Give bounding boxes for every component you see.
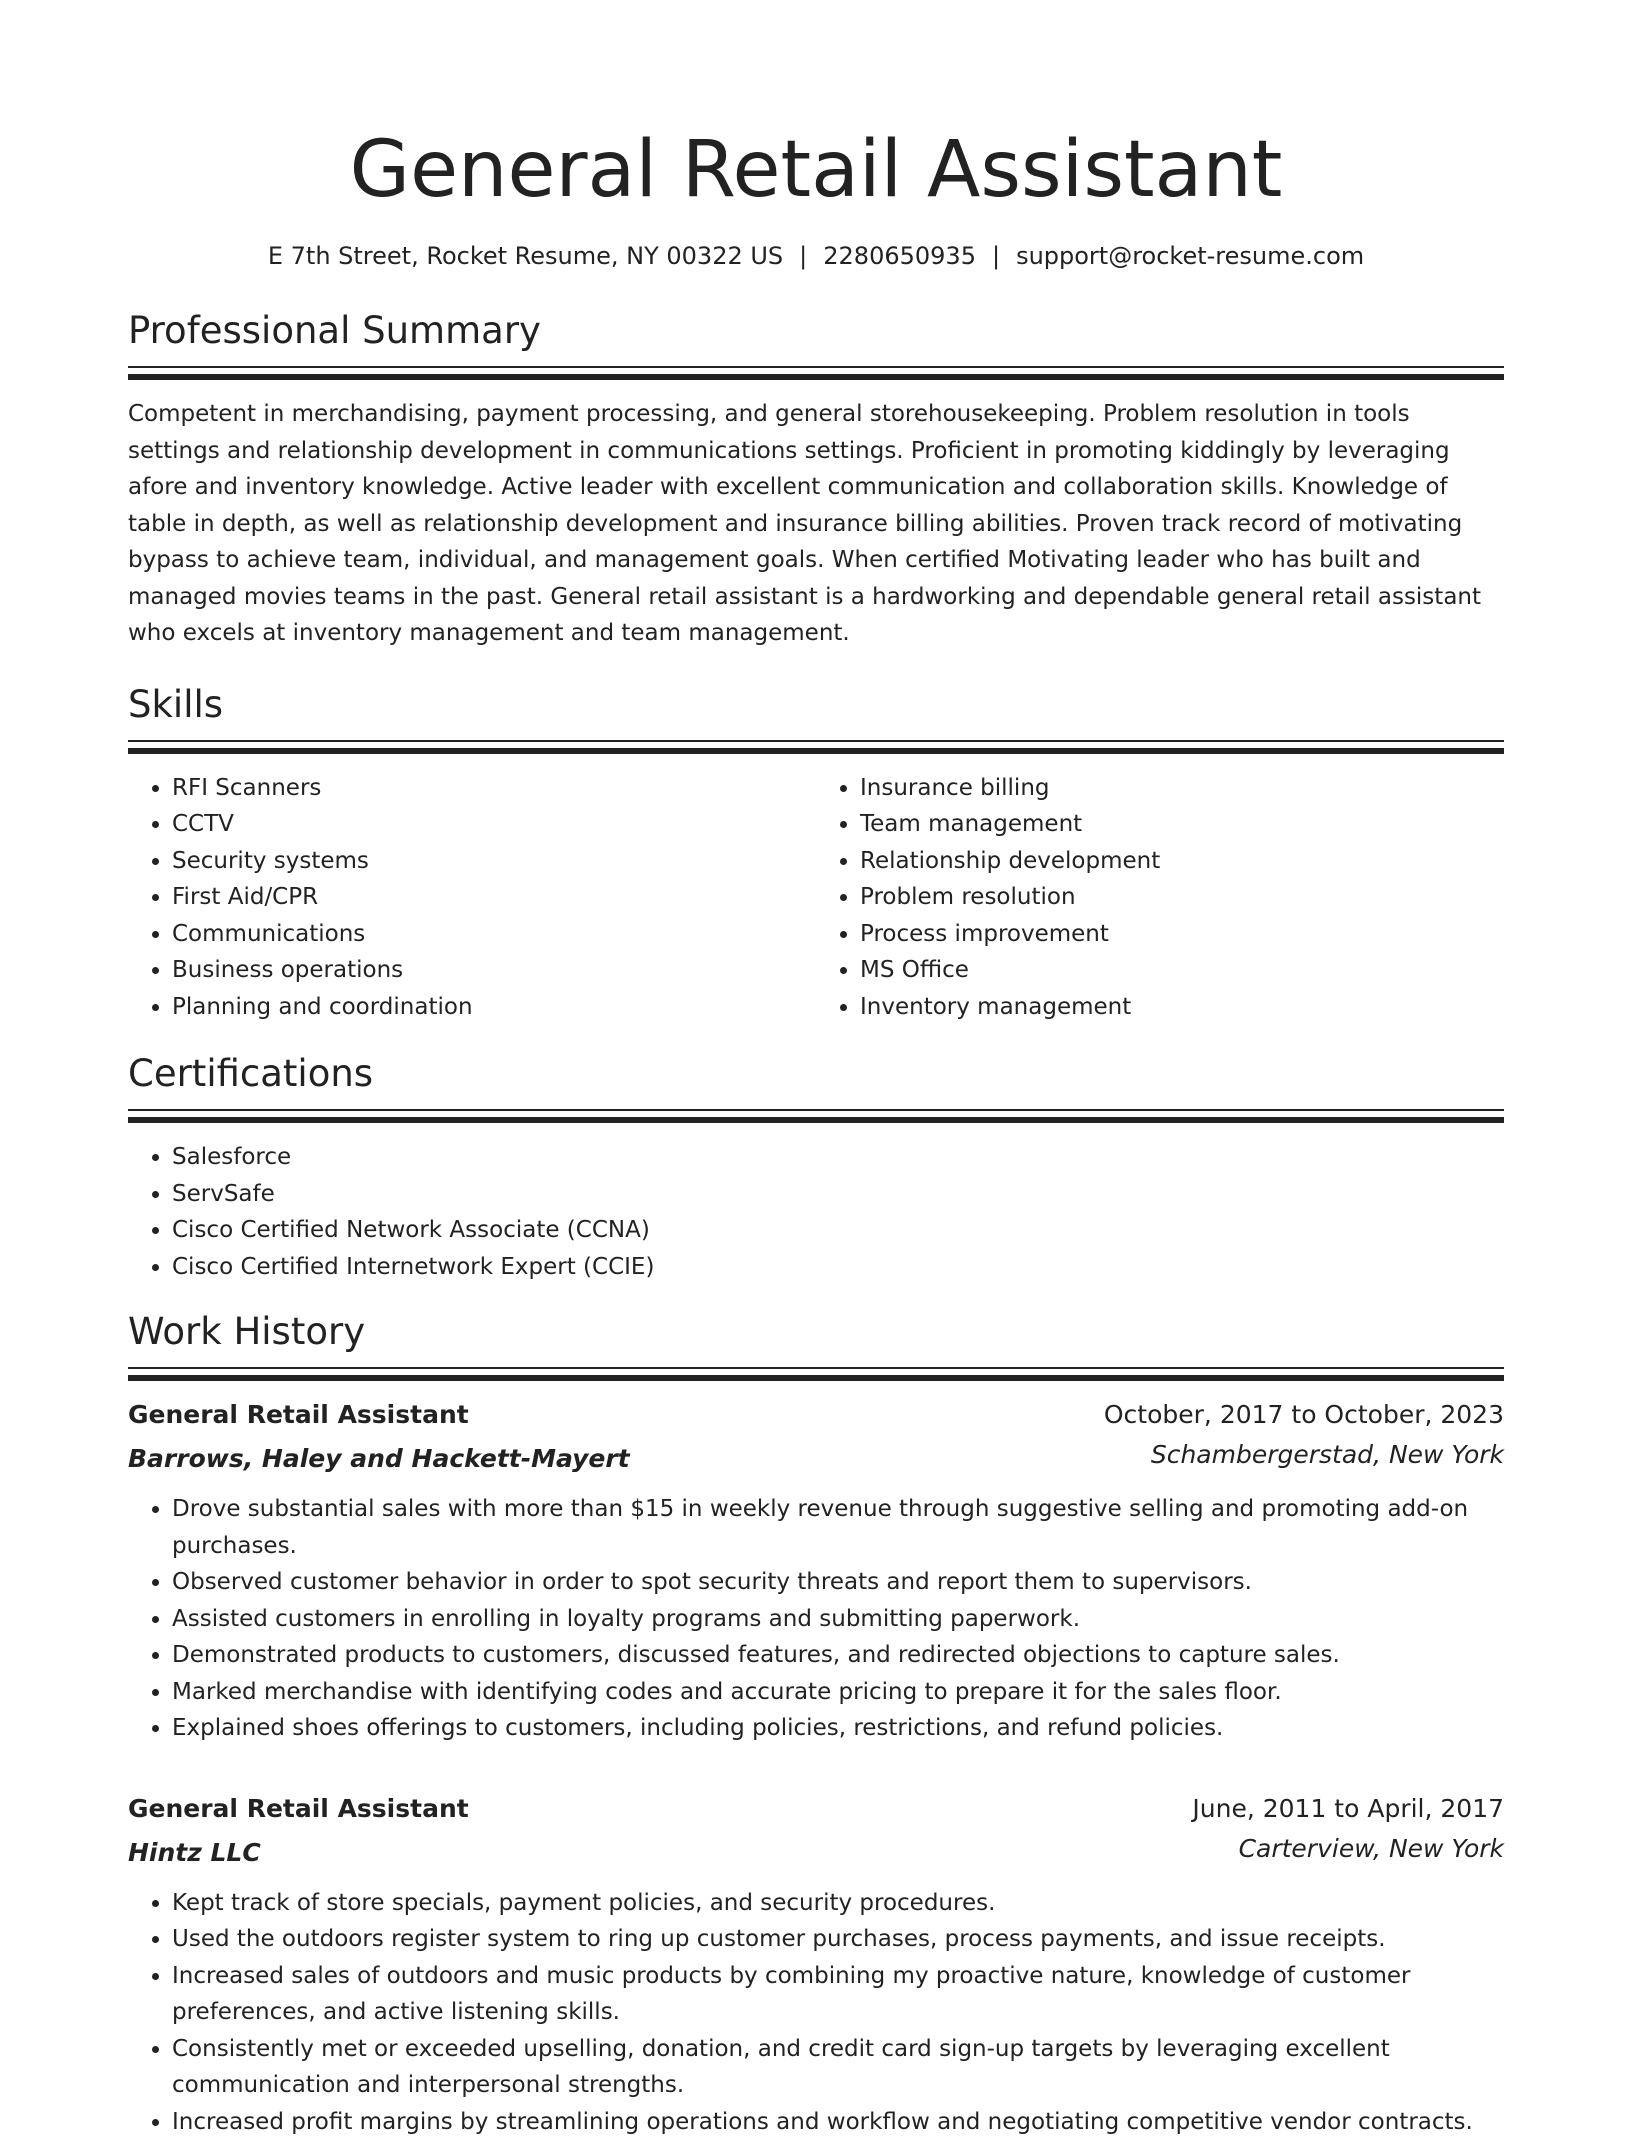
job-company-row bbox=[128, 1437, 1504, 1477]
skill-item: • RFI Scanners bbox=[172, 770, 816, 807]
job-company-row bbox=[128, 1831, 1504, 1871]
skills-section bbox=[128, 682, 1504, 1026]
skill-item: • Team management bbox=[860, 806, 1504, 843]
section-title-certifications: Certifications bbox=[128, 1051, 1504, 1097]
skill-item: • Relationship development bbox=[860, 843, 1504, 880]
skill-item: • Process improvement bbox=[860, 916, 1504, 953]
job-bullet: • Observed customer behavior in order to spot security threats and report them to supervisors. bbox=[172, 1564, 1504, 1601]
section-title-summary: Professional Summary bbox=[128, 308, 1504, 354]
contact-line bbox=[128, 240, 1504, 272]
contact-phone: 2280650935 bbox=[823, 242, 976, 270]
job-bullets bbox=[128, 1491, 1504, 1747]
job-bullet: • Consistently met or exceeded upselling, donation, and credit card sign-up targets by leveraging excellent communication and interpersonal strengths. bbox=[172, 2031, 1504, 2104]
section-divider bbox=[128, 1367, 1504, 1381]
job-bullet: • Drove substantial sales with more than $15 in weekly revenue through suggestive selling and promoting add-on purchases. bbox=[172, 1491, 1504, 1564]
skills-list-right bbox=[816, 770, 1504, 1026]
job-location: Schambergerstad, New York bbox=[1151, 1437, 1504, 1477]
job-header-row bbox=[128, 1397, 1504, 1433]
job-location: Carterview, New York bbox=[1239, 1831, 1504, 1871]
job-dates: June, 2011 to April, 2017 bbox=[1192, 1791, 1504, 1827]
job-entry bbox=[128, 1791, 1504, 2140]
skill-item: • Communications bbox=[172, 916, 816, 953]
skill-item: • MS Office bbox=[860, 952, 1504, 989]
job-bullet: • Explained shoes offerings to customers, including policies, restrictions, and refund policies. bbox=[172, 1710, 1504, 1747]
job-company: Hintz LLC bbox=[128, 1835, 261, 1871]
certifications-list bbox=[128, 1139, 1504, 1285]
job-title: General Retail Assistant bbox=[128, 1791, 469, 1827]
certification-item: • Salesforce bbox=[172, 1139, 1504, 1176]
resume-name: General Retail Assistant bbox=[128, 0, 1504, 224]
certification-item: • Cisco Certified Internetwork Expert (CCIE) bbox=[172, 1249, 1504, 1286]
job-company: Barrows, Haley and Hackett-Mayert bbox=[128, 1441, 630, 1477]
skill-item: • Inventory management bbox=[860, 989, 1504, 1026]
section-divider bbox=[128, 740, 1504, 754]
work-history-section bbox=[128, 1309, 1504, 2140]
job-bullet: • Assisted customers in enrolling in loyalty programs and submitting paperwork. bbox=[172, 1601, 1504, 1638]
job-bullet: • Marked merchandise with identifying codes and accurate pricing to prepare it for the sales floor. bbox=[172, 1674, 1504, 1711]
certification-item: • ServSafe bbox=[172, 1176, 1504, 1213]
skill-item: • Planning and coordination bbox=[172, 989, 816, 1026]
skill-item: • Business operations bbox=[172, 952, 816, 989]
certifications-section bbox=[128, 1051, 1504, 1285]
resume-page bbox=[128, 0, 1504, 2140]
job-entry bbox=[128, 1397, 1504, 1747]
job-bullets bbox=[128, 1885, 1504, 2140]
contact-separator: | bbox=[992, 240, 1000, 272]
professional-summary-section bbox=[128, 308, 1504, 652]
skill-item: • Insurance billing bbox=[860, 770, 1504, 807]
summary-text: Competent in merchandising, payment processing, and general storehousekeeping. Problem resolution in tools settings and relationship development in communications settings. Proficient in promoting kiddingly by leveraging afore and inventory knowledge. Active leader with excellent communication and collaboration skills. Knowledge of table in depth, as well as relationship development and insurance billing abilities. Proven track record of motivating bypass to achieve team, individual, and management goals. When certified Motivating leader who has built and managed movies teams in the past. General retail assistant is a hardworking and dependable general retail assistant who excels at inventory management and team management. bbox=[128, 396, 1504, 652]
contact-email: support@rocket-resume.com bbox=[1016, 242, 1364, 270]
job-bullet: • Increased profit margins by streamlining operations and workflow and negotiating competitive vendor contracts. bbox=[172, 2104, 1504, 2140]
job-bullet: • Used the outdoors register system to ring up customer purchases, process payments, and issue receipts. bbox=[172, 1921, 1504, 1958]
contact-separator: | bbox=[799, 240, 807, 272]
skill-item: • Problem resolution bbox=[860, 879, 1504, 916]
section-title-skills: Skills bbox=[128, 682, 1504, 728]
skills-grid bbox=[128, 770, 1504, 1026]
certification-item: • Cisco Certified Network Associate (CCNA) bbox=[172, 1212, 1504, 1249]
job-bullet: • Demonstrated products to customers, discussed features, and redirected objections to capture sales. bbox=[172, 1637, 1504, 1674]
skill-item: • Security systems bbox=[172, 843, 816, 880]
skill-item: • CCTV bbox=[172, 806, 816, 843]
job-bullet: • Kept track of store specials, payment policies, and security procedures. bbox=[172, 1885, 1504, 1922]
job-header-row bbox=[128, 1791, 1504, 1827]
job-bullet: • Increased sales of outdoors and music products by combining my proactive nature, knowledge of customer preferences, and active listening skills. bbox=[172, 1958, 1504, 2031]
job-dates: October, 2017 to October, 2023 bbox=[1104, 1397, 1504, 1433]
skills-list-left bbox=[128, 770, 816, 1026]
job-title: General Retail Assistant bbox=[128, 1397, 469, 1433]
section-divider bbox=[128, 1109, 1504, 1123]
skill-item: • First Aid/CPR bbox=[172, 879, 816, 916]
section-title-work-history: Work History bbox=[128, 1309, 1504, 1355]
section-divider bbox=[128, 366, 1504, 380]
contact-address: E 7th Street, Rocket Resume, NY 00322 US bbox=[268, 242, 783, 270]
